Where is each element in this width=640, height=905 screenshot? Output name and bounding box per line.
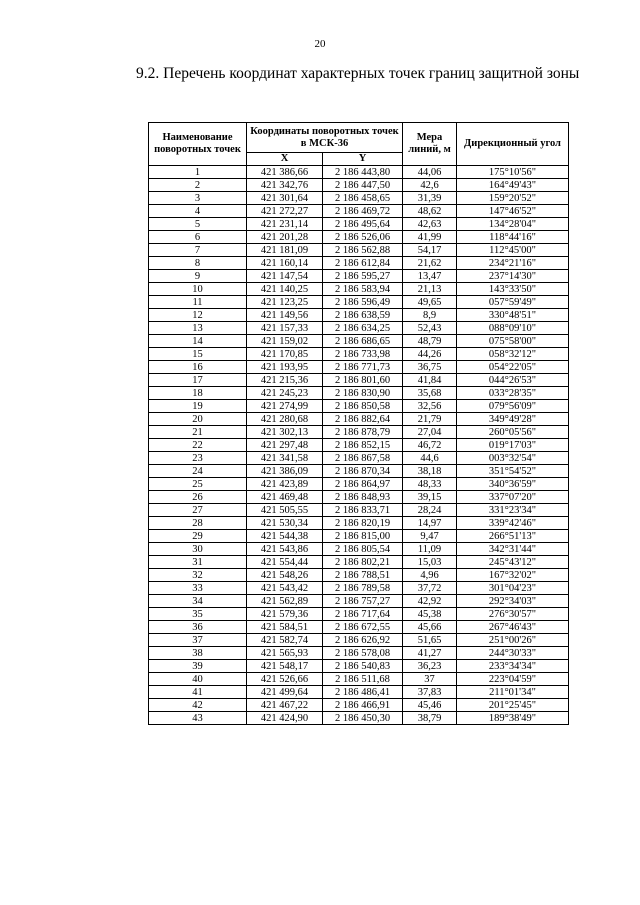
cell-point-number: 2 [149, 179, 247, 192]
table-row [149, 179, 569, 192]
cell-line-length: 14,97 [403, 517, 457, 530]
cell-y: 2 186 672,55 [323, 621, 403, 634]
table-row [149, 686, 569, 699]
coordinates-table [148, 122, 569, 725]
table-row [149, 426, 569, 439]
cell-point-number: 33 [149, 582, 247, 595]
table-row [149, 595, 569, 608]
cell-line-length: 52,43 [403, 322, 457, 335]
cell-x: 421 201,28 [247, 231, 323, 244]
cell-direction-angle: 201°25'45" [457, 699, 569, 712]
page-number: 20 [314, 38, 326, 50]
cell-point-number: 39 [149, 660, 247, 673]
cell-point-number: 8 [149, 257, 247, 270]
cell-direction-angle: 159°20'52" [457, 192, 569, 205]
cell-line-length: 27,04 [403, 426, 457, 439]
cell-direction-angle: 337°07'20" [457, 491, 569, 504]
header-coordinates: Координаты поворотных точек в МСК-36 [247, 123, 403, 153]
cell-line-length: 54,17 [403, 244, 457, 257]
cell-direction-angle: 349°49'28" [457, 413, 569, 426]
cell-x: 421 554,44 [247, 556, 323, 569]
cell-line-length: 37 [403, 673, 457, 686]
header-line-length: Мера линий, м [403, 123, 457, 166]
cell-point-number: 29 [149, 530, 247, 543]
cell-y: 2 186 882,64 [323, 413, 403, 426]
cell-y: 2 186 638,59 [323, 309, 403, 322]
cell-y: 2 186 867,58 [323, 452, 403, 465]
table-row [149, 699, 569, 712]
table-row [149, 569, 569, 582]
cell-line-length: 45,38 [403, 608, 457, 621]
table-row [149, 634, 569, 647]
cell-direction-angle: 033°28'35" [457, 387, 569, 400]
cell-x: 421 562,89 [247, 595, 323, 608]
cell-y: 2 186 757,27 [323, 595, 403, 608]
cell-line-length: 45,66 [403, 621, 457, 634]
cell-direction-angle: 267°46'43" [457, 621, 569, 634]
table-row [149, 257, 569, 270]
cell-y: 2 186 626,92 [323, 634, 403, 647]
cell-direction-angle: 079°56'09" [457, 400, 569, 413]
table-row [149, 374, 569, 387]
table-row [149, 205, 569, 218]
cell-x: 421 499,64 [247, 686, 323, 699]
cell-line-length: 36,23 [403, 660, 457, 673]
cell-direction-angle: 057°59'49" [457, 296, 569, 309]
cell-x: 421 530,34 [247, 517, 323, 530]
cell-point-number: 25 [149, 478, 247, 491]
cell-line-length: 39,15 [403, 491, 457, 504]
cell-point-number: 32 [149, 569, 247, 582]
cell-direction-angle: 223°04'59" [457, 673, 569, 686]
table-row [149, 543, 569, 556]
cell-y: 2 186 852,15 [323, 439, 403, 452]
cell-y: 2 186 495,64 [323, 218, 403, 231]
cell-point-number: 35 [149, 608, 247, 621]
cell-x: 421 272,27 [247, 205, 323, 218]
cell-x: 421 342,76 [247, 179, 323, 192]
cell-x: 421 505,55 [247, 504, 323, 517]
cell-point-number: 28 [149, 517, 247, 530]
table-row [149, 621, 569, 634]
cell-y: 2 186 864,97 [323, 478, 403, 491]
cell-x: 421 231,14 [247, 218, 323, 231]
cell-x: 421 123,25 [247, 296, 323, 309]
section-heading: 9.2. Перечень координат характерных точек границ защитной зоны [136, 65, 580, 82]
cell-direction-angle: 118°44'16" [457, 231, 569, 244]
table-row [149, 270, 569, 283]
cell-y: 2 186 578,08 [323, 647, 403, 660]
cell-x: 421 280,68 [247, 413, 323, 426]
cell-y: 2 186 850,58 [323, 400, 403, 413]
cell-point-number: 7 [149, 244, 247, 257]
cell-line-length: 11,09 [403, 543, 457, 556]
table-row [149, 348, 569, 361]
cell-y: 2 186 595,27 [323, 270, 403, 283]
cell-line-length: 42,63 [403, 218, 457, 231]
cell-line-length: 41,84 [403, 374, 457, 387]
cell-x: 421 170,85 [247, 348, 323, 361]
cell-line-length: 36,75 [403, 361, 457, 374]
cell-x: 421 301,64 [247, 192, 323, 205]
table-row [149, 296, 569, 309]
cell-line-length: 38,79 [403, 712, 457, 725]
cell-line-length: 37,83 [403, 686, 457, 699]
table-row [149, 608, 569, 621]
cell-direction-angle: 164°49'43" [457, 179, 569, 192]
cell-x: 421 245,23 [247, 387, 323, 400]
cell-point-number: 23 [149, 452, 247, 465]
cell-line-length: 44,06 [403, 166, 457, 179]
cell-line-length: 13,47 [403, 270, 457, 283]
cell-point-number: 19 [149, 400, 247, 413]
cell-y: 2 186 802,21 [323, 556, 403, 569]
cell-point-number: 22 [149, 439, 247, 452]
cell-line-length: 31,39 [403, 192, 457, 205]
cell-point-number: 10 [149, 283, 247, 296]
cell-line-length: 21,79 [403, 413, 457, 426]
cell-point-number: 43 [149, 712, 247, 725]
cell-x: 421 467,22 [247, 699, 323, 712]
cell-x: 421 543,86 [247, 543, 323, 556]
cell-x: 421 579,36 [247, 608, 323, 621]
cell-line-length: 15,03 [403, 556, 457, 569]
cell-direction-angle: 260°05'56" [457, 426, 569, 439]
cell-y: 2 186 789,58 [323, 582, 403, 595]
cell-x: 421 297,48 [247, 439, 323, 452]
cell-y: 2 186 805,54 [323, 543, 403, 556]
cell-x: 421 548,17 [247, 660, 323, 673]
cell-y: 2 186 830,90 [323, 387, 403, 400]
cell-direction-angle: 143°33'50" [457, 283, 569, 296]
cell-point-number: 26 [149, 491, 247, 504]
cell-line-length: 46,72 [403, 439, 457, 452]
cell-x: 421 423,89 [247, 478, 323, 491]
cell-point-number: 6 [149, 231, 247, 244]
table-row [149, 647, 569, 660]
cell-line-length: 32,56 [403, 400, 457, 413]
cell-y: 2 186 878,79 [323, 426, 403, 439]
cell-x: 421 548,26 [247, 569, 323, 582]
cell-y: 2 186 612,84 [323, 257, 403, 270]
header-x: X [247, 153, 323, 166]
cell-point-number: 31 [149, 556, 247, 569]
cell-point-number: 3 [149, 192, 247, 205]
cell-y: 2 186 634,25 [323, 322, 403, 335]
cell-direction-angle: 147°46'52" [457, 205, 569, 218]
cell-point-number: 17 [149, 374, 247, 387]
cell-point-number: 12 [149, 309, 247, 322]
table-row [149, 452, 569, 465]
cell-x: 421 181,09 [247, 244, 323, 257]
cell-x: 421 159,02 [247, 335, 323, 348]
cell-y: 2 186 820,19 [323, 517, 403, 530]
cell-x: 421 157,33 [247, 322, 323, 335]
table-row [149, 309, 569, 322]
cell-point-number: 27 [149, 504, 247, 517]
table-row [149, 244, 569, 257]
table-row [149, 660, 569, 673]
header-y: Y [323, 153, 403, 166]
cell-y: 2 186 686,65 [323, 335, 403, 348]
cell-line-length: 35,68 [403, 387, 457, 400]
table-row [149, 478, 569, 491]
cell-point-number: 40 [149, 673, 247, 686]
cell-x: 421 215,36 [247, 374, 323, 387]
cell-point-number: 18 [149, 387, 247, 400]
cell-x: 421 582,74 [247, 634, 323, 647]
cell-point-number: 13 [149, 322, 247, 335]
cell-direction-angle: 058°32'12" [457, 348, 569, 361]
cell-line-length: 44,6 [403, 452, 457, 465]
cell-line-length: 9,47 [403, 530, 457, 543]
cell-x: 421 386,66 [247, 166, 323, 179]
cell-x: 421 341,58 [247, 452, 323, 465]
cell-point-number: 16 [149, 361, 247, 374]
table-row [149, 530, 569, 543]
table-row [149, 712, 569, 725]
cell-direction-angle: 088°09'10" [457, 322, 569, 335]
cell-y: 2 186 717,64 [323, 608, 403, 621]
cell-x: 421 543,42 [247, 582, 323, 595]
cell-direction-angle: 266°51'13" [457, 530, 569, 543]
cell-line-length: 42,6 [403, 179, 457, 192]
table-row [149, 673, 569, 686]
cell-x: 421 160,14 [247, 257, 323, 270]
cell-direction-angle: 075°58'00" [457, 335, 569, 348]
cell-direction-angle: 237°14'30" [457, 270, 569, 283]
table-row [149, 556, 569, 569]
cell-line-length: 41,99 [403, 231, 457, 244]
cell-direction-angle: 330°48'51" [457, 309, 569, 322]
cell-y: 2 186 815,00 [323, 530, 403, 543]
cell-x: 421 565,93 [247, 647, 323, 660]
cell-direction-angle: 292°34'03" [457, 595, 569, 608]
table-row [149, 192, 569, 205]
cell-direction-angle: 340°36'59" [457, 478, 569, 491]
table-row [149, 504, 569, 517]
table-row [149, 400, 569, 413]
cell-line-length: 21,13 [403, 283, 457, 296]
cell-y: 2 186 469,72 [323, 205, 403, 218]
cell-line-length: 51,65 [403, 634, 457, 647]
cell-point-number: 14 [149, 335, 247, 348]
cell-direction-angle: 233°34'34" [457, 660, 569, 673]
cell-line-length: 28,24 [403, 504, 457, 517]
cell-direction-angle: 301°04'23" [457, 582, 569, 595]
table-row [149, 439, 569, 452]
table-row [149, 218, 569, 231]
table-row [149, 361, 569, 374]
cell-y: 2 186 596,49 [323, 296, 403, 309]
cell-direction-angle: 331°23'34" [457, 504, 569, 517]
cell-line-length: 4,96 [403, 569, 457, 582]
cell-point-number: 4 [149, 205, 247, 218]
cell-y: 2 186 833,71 [323, 504, 403, 517]
header-direction-angle: Дирекционный угол [457, 123, 569, 166]
cell-point-number: 15 [149, 348, 247, 361]
table-row [149, 335, 569, 348]
cell-x: 421 526,66 [247, 673, 323, 686]
cell-point-number: 5 [149, 218, 247, 231]
table-row [149, 582, 569, 595]
cell-point-number: 34 [149, 595, 247, 608]
table-row [149, 166, 569, 179]
cell-line-length: 37,72 [403, 582, 457, 595]
cell-x: 421 584,51 [247, 621, 323, 634]
cell-direction-angle: 351°54'52" [457, 465, 569, 478]
cell-y: 2 186 771,73 [323, 361, 403, 374]
header-point-name: Наименование поворотных точек [149, 123, 247, 166]
cell-line-length: 49,65 [403, 296, 457, 309]
cell-line-length: 41,27 [403, 647, 457, 660]
cell-direction-angle: 054°22'05" [457, 361, 569, 374]
cell-point-number: 42 [149, 699, 247, 712]
cell-y: 2 186 583,94 [323, 283, 403, 296]
cell-y: 2 186 848,93 [323, 491, 403, 504]
cell-y: 2 186 870,34 [323, 465, 403, 478]
cell-y: 2 186 486,41 [323, 686, 403, 699]
cell-y: 2 186 733,98 [323, 348, 403, 361]
table-body [149, 166, 569, 725]
cell-y: 2 186 540,83 [323, 660, 403, 673]
cell-direction-angle: 251°00'26" [457, 634, 569, 647]
cell-direction-angle: 189°38'49" [457, 712, 569, 725]
cell-y: 2 186 447,50 [323, 179, 403, 192]
cell-point-number: 36 [149, 621, 247, 634]
cell-line-length: 48,33 [403, 478, 457, 491]
cell-x: 421 140,25 [247, 283, 323, 296]
cell-x: 421 147,54 [247, 270, 323, 283]
cell-direction-angle: 167°32'02" [457, 569, 569, 582]
cell-direction-angle: 234°21'16" [457, 257, 569, 270]
cell-direction-angle: 245°43'12" [457, 556, 569, 569]
cell-direction-angle: 244°30'33" [457, 647, 569, 660]
cell-x: 421 544,38 [247, 530, 323, 543]
cell-x: 421 424,90 [247, 712, 323, 725]
cell-direction-angle: 112°45'00" [457, 244, 569, 257]
cell-y: 2 186 450,30 [323, 712, 403, 725]
cell-line-length: 38,18 [403, 465, 457, 478]
cell-point-number: 1 [149, 166, 247, 179]
cell-x: 421 469,48 [247, 491, 323, 504]
cell-direction-angle: 003°32'54" [457, 452, 569, 465]
cell-x: 421 386,09 [247, 465, 323, 478]
table-row [149, 387, 569, 400]
table-row [149, 322, 569, 335]
cell-point-number: 20 [149, 413, 247, 426]
cell-x: 421 149,56 [247, 309, 323, 322]
cell-direction-angle: 175°10'56" [457, 166, 569, 179]
cell-y: 2 186 443,80 [323, 166, 403, 179]
cell-direction-angle: 342°31'44" [457, 543, 569, 556]
cell-point-number: 21 [149, 426, 247, 439]
cell-direction-angle: 019°17'03" [457, 439, 569, 452]
cell-direction-angle: 339°42'46" [457, 517, 569, 530]
cell-line-length: 8,9 [403, 309, 457, 322]
cell-line-length: 44,26 [403, 348, 457, 361]
cell-y: 2 186 526,06 [323, 231, 403, 244]
cell-point-number: 24 [149, 465, 247, 478]
cell-y: 2 186 801,60 [323, 374, 403, 387]
cell-line-length: 48,62 [403, 205, 457, 218]
table-row [149, 517, 569, 530]
cell-x: 421 193,95 [247, 361, 323, 374]
table-row [149, 491, 569, 504]
cell-point-number: 37 [149, 634, 247, 647]
cell-point-number: 38 [149, 647, 247, 660]
cell-direction-angle: 044°26'53" [457, 374, 569, 387]
table-row [149, 283, 569, 296]
table-row [149, 413, 569, 426]
table-row [149, 465, 569, 478]
table-row [149, 231, 569, 244]
cell-point-number: 30 [149, 543, 247, 556]
cell-direction-angle: 134°28'04" [457, 218, 569, 231]
cell-direction-angle: 276°30'57" [457, 608, 569, 621]
cell-y: 2 186 511,68 [323, 673, 403, 686]
cell-x: 421 274,99 [247, 400, 323, 413]
cell-y: 2 186 458,65 [323, 192, 403, 205]
cell-line-length: 45,46 [403, 699, 457, 712]
cell-y: 2 186 466,91 [323, 699, 403, 712]
cell-x: 421 302,13 [247, 426, 323, 439]
cell-point-number: 9 [149, 270, 247, 283]
cell-y: 2 186 562,88 [323, 244, 403, 257]
cell-point-number: 41 [149, 686, 247, 699]
cell-line-length: 42,92 [403, 595, 457, 608]
cell-line-length: 21,62 [403, 257, 457, 270]
cell-direction-angle: 211°01'34" [457, 686, 569, 699]
cell-y: 2 186 788,51 [323, 569, 403, 582]
cell-line-length: 48,79 [403, 335, 457, 348]
cell-point-number: 11 [149, 296, 247, 309]
